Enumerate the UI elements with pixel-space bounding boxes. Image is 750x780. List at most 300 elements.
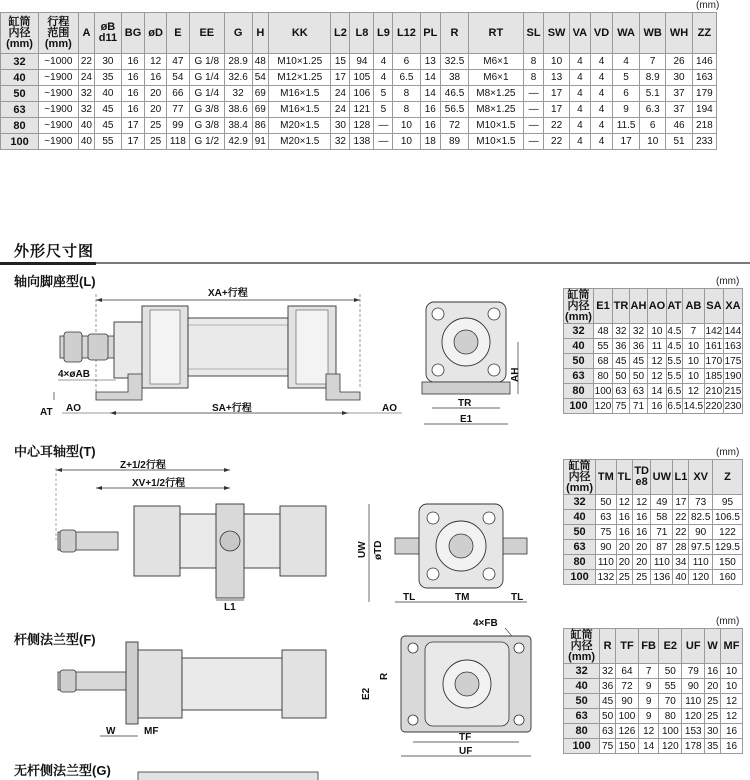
- top-table-cell: 4: [590, 102, 612, 118]
- top-table-cell: 51: [666, 134, 692, 150]
- trunnion-table-cell: 80: [564, 555, 596, 570]
- top-table-cell: 17: [121, 118, 145, 134]
- top-table-cell: 16: [121, 70, 145, 86]
- foot-table-cell: 185: [705, 370, 723, 382]
- flange-table-cell: 7: [638, 664, 658, 679]
- top-table-cell: 69: [252, 86, 269, 102]
- foot-table-cell: 170: [705, 355, 723, 367]
- trunnion-table-cell: 32: [564, 495, 596, 510]
- flange-table-header-cell: R: [600, 629, 616, 664]
- top-table-cell: 38.4: [224, 118, 252, 134]
- top-table-cell: 17: [331, 70, 350, 86]
- trunnion-table-row: [564, 495, 743, 510]
- foot-table-cell: 12: [648, 369, 667, 384]
- flange-table-cell: 10: [721, 679, 743, 694]
- trunnion-table-cell: 16: [616, 525, 633, 540]
- foot-table-row: [564, 354, 743, 369]
- top-table-cell: 163: [692, 70, 716, 86]
- top-table-cell: M8×1.25: [468, 86, 523, 102]
- foot-table-cell: 75: [613, 399, 630, 414]
- top-table-cell: ~1900: [39, 102, 79, 118]
- top-table-cell: 94: [350, 54, 374, 70]
- top-table-cell: 100: [1, 134, 39, 150]
- foot-table-header-cell: AH: [629, 289, 647, 324]
- top-table-cell: 17: [613, 134, 640, 150]
- top-table-cell: 16: [420, 102, 441, 118]
- top-table-cell: 46: [666, 118, 692, 134]
- label-tl-left: TL: [403, 592, 416, 603]
- top-table-cell: 24: [78, 70, 95, 86]
- flange-table-cell: 80: [564, 724, 600, 739]
- top-table-row: [1, 102, 717, 118]
- top-table-cell: M10×1.5: [468, 118, 523, 134]
- top-table-header-cell: RT: [468, 13, 523, 54]
- trunnion-table-cell: 100: [564, 570, 596, 585]
- top-table-cell: 4: [569, 134, 590, 150]
- rod-flange-end-drawing: [355, 614, 555, 762]
- trunnion-table-cell: 120: [689, 570, 713, 585]
- top-table-cell: 55: [95, 134, 121, 150]
- top-table-header-cell: ZZ: [692, 13, 716, 54]
- trunnion-table-cell: 50: [596, 495, 616, 510]
- top-table-cell: 22: [544, 118, 570, 134]
- top-table-header-cell: EE: [189, 13, 224, 54]
- trunnion-title: 中心耳轴型(T): [14, 444, 96, 459]
- top-table-cell: 20: [145, 102, 166, 118]
- foot-table-cell: 14: [648, 384, 667, 399]
- flange-table-header-cell: UF: [682, 629, 705, 664]
- top-table-cell: 4: [590, 54, 612, 70]
- top-table-cell: 26: [666, 54, 692, 70]
- top-table-cell: 30: [666, 70, 692, 86]
- flange-table-cell: 100: [615, 709, 638, 724]
- top-table-cell: 42.9: [224, 134, 252, 150]
- trunnion-table-cell: 82.5: [689, 510, 713, 525]
- flange-table-cell: 32: [600, 664, 616, 679]
- top-table-cell: 24: [331, 102, 350, 118]
- label-w: W: [106, 726, 116, 737]
- top-table-cell: 7: [640, 54, 666, 70]
- trunnion-table-cell: 95: [712, 495, 742, 510]
- foot-table-row: [564, 369, 743, 384]
- top-table-cell: ~1900: [39, 134, 79, 150]
- top-table-cell: 4: [569, 86, 590, 102]
- trunnion-table-cell: 160: [712, 570, 742, 585]
- top-table-cell: M8×1.25: [468, 102, 523, 118]
- top-table-cell: 4: [374, 54, 393, 70]
- flange-table-cell: 14: [638, 739, 658, 754]
- top-table-row: [1, 118, 717, 134]
- trunnion-table-cell: 90: [689, 525, 713, 540]
- flange-table-row: [564, 709, 743, 724]
- trunnion-table-cell: 12: [633, 495, 651, 510]
- trunnion-table-cell: 16: [633, 510, 651, 525]
- top-table-cell: 89: [441, 134, 469, 150]
- foot-table-cell: 142: [705, 325, 723, 337]
- top-table-header-cell: L8: [350, 13, 374, 54]
- top-table-row: [1, 70, 717, 86]
- top-table-cell: 63: [1, 102, 39, 118]
- trunnion-table-cell: 16: [616, 510, 633, 525]
- trunnion-table-header-cell: TM: [596, 460, 616, 495]
- foot-table-cell: 10: [682, 339, 704, 354]
- label-l1: L1: [224, 602, 236, 613]
- top-table-cell: 8: [523, 54, 544, 70]
- top-table-header-cell: WH: [666, 13, 692, 54]
- top-table-cell: 32: [1, 54, 39, 70]
- top-table-cell: 9: [613, 102, 640, 118]
- top-table-header-cell: SW: [544, 13, 570, 54]
- top-table-cell: 4: [569, 54, 590, 70]
- top-table-cell: M10×1.25: [269, 54, 331, 70]
- label-e2: E2: [361, 687, 372, 700]
- top-unit-label: (mm): [696, 0, 720, 11]
- top-table-header-cell: H: [252, 13, 269, 54]
- foot-table-cell: 14.5: [683, 400, 704, 412]
- top-table-cell: 106: [350, 86, 374, 102]
- flange-table-cell: 16: [721, 739, 743, 754]
- foot-table-header-cell: 缸筒 内径 (mm): [565, 288, 592, 323]
- trunnion-table-cell: 136: [651, 570, 673, 585]
- flange-table-cell: 45: [600, 694, 616, 709]
- trunnion-table-cell: 25: [633, 570, 651, 585]
- top-table-cell: 12: [145, 54, 166, 70]
- flange-table-cell: 110: [682, 694, 705, 709]
- top-table-cell: 118: [166, 134, 189, 150]
- top-table-cell: 16: [121, 86, 145, 102]
- flange-table-cell: 90: [615, 694, 638, 709]
- top-table-cell: —: [523, 86, 544, 102]
- top-table-cell: M16×1.5: [269, 102, 331, 118]
- top-table-cell: M10×1.5: [468, 134, 523, 150]
- top-table-cell: 4: [374, 70, 393, 86]
- top-table-cell: 10: [544, 54, 570, 70]
- top-table-cell: 20: [145, 86, 166, 102]
- top-table-cell: 45: [95, 102, 121, 118]
- label-uw: UW: [357, 541, 368, 558]
- flange-table-header-cell: MF: [721, 629, 743, 664]
- top-table-cell: 37: [666, 86, 692, 102]
- flange-table-cell: 150: [615, 739, 638, 754]
- top-table-cell: 45: [95, 118, 121, 134]
- top-table-cell: 6.5: [393, 70, 420, 86]
- top-table-cell: ~1000: [39, 54, 79, 70]
- top-table-cell: 54: [166, 70, 189, 86]
- trunnion-table-cell: 110: [651, 555, 673, 570]
- label-fb: 4×FB: [473, 618, 498, 629]
- top-table-cell: 16: [121, 54, 145, 70]
- top-table-header-cell: 缸筒 内径 (mm): [1, 13, 39, 54]
- rod-flange-title: 杆侧法兰型(F): [14, 632, 96, 647]
- trunnion-table-cell: 16: [633, 525, 651, 540]
- trunnion-table-cell: 97.5: [689, 540, 713, 555]
- foot-mount-title: 轴向脚座型(L): [14, 274, 96, 289]
- foot-table-cell: 10: [682, 354, 704, 369]
- foot-table-header-cell: AO: [648, 289, 667, 324]
- trunnion-table-header-cell: UW: [651, 460, 673, 495]
- top-spec-table: [0, 12, 717, 150]
- flange-table-cell: 100: [659, 724, 682, 739]
- top-table-cell: —: [523, 102, 544, 118]
- foot-table-cell: 190: [724, 370, 742, 382]
- top-table-header-cell: øB d11: [95, 13, 121, 54]
- flange-table-row: [564, 739, 743, 754]
- top-table-cell: 77: [166, 102, 189, 118]
- top-table-cell: —: [374, 134, 393, 150]
- trunnion-table-cell: 106.5: [712, 510, 742, 525]
- top-table-cell: 30: [331, 118, 350, 134]
- top-table-cell: 47: [166, 54, 189, 70]
- top-table-cell: G 1/8: [189, 54, 224, 70]
- top-table-header-cell: BG: [121, 13, 145, 54]
- foot-table-cell: 4.5: [667, 340, 682, 352]
- label-e1: E1: [460, 414, 473, 425]
- trunnion-table-header-cell: XV: [689, 460, 713, 495]
- flange-table-cell: 12: [721, 709, 743, 724]
- foot-table-row: [564, 339, 743, 354]
- trunnion-table-row: [564, 510, 743, 525]
- flange-table-cell: 10: [721, 664, 743, 679]
- top-table-cell: 17: [544, 102, 570, 118]
- top-table-cell: G 1/2: [189, 134, 224, 150]
- foot-table-cell: 12: [682, 384, 704, 399]
- top-table-cell: 72: [441, 118, 469, 134]
- foot-table-cell: 175: [724, 355, 742, 367]
- flange-table-cell: 126: [615, 724, 638, 739]
- top-table-cell: 14: [420, 86, 441, 102]
- trunnion-table-cell: 75: [596, 525, 616, 540]
- top-table-cell: 138: [350, 134, 374, 150]
- foot-table-cell: 32: [564, 324, 594, 339]
- flange-table-cell: 16: [721, 724, 743, 739]
- trunnion-table-header-cell: L1: [673, 460, 689, 495]
- top-table-cell: 14: [420, 70, 441, 86]
- top-table-header-cell: WB: [640, 13, 666, 54]
- head-flange-side-drawing-partial: [130, 768, 330, 780]
- flange-table-cell: 178: [682, 739, 705, 754]
- rod-flange-side-drawing: [40, 632, 340, 750]
- top-table-cell: 40: [78, 118, 95, 134]
- top-table-cell: 54: [252, 70, 269, 86]
- label-tl-right: TL: [511, 592, 524, 603]
- trunnion-table-row: [564, 570, 743, 585]
- top-table-cell: 10: [640, 134, 666, 150]
- trunnion-spec-table: [563, 459, 743, 585]
- trunnion-table-row: [564, 525, 743, 540]
- trunnion-table-cell: 40: [673, 570, 689, 585]
- top-table-cell: 91: [252, 134, 269, 150]
- top-table-cell: 4: [569, 102, 590, 118]
- top-table-cell: 99: [166, 118, 189, 134]
- top-table-cell: G 1/4: [189, 86, 224, 102]
- top-table-cell: M12×1.25: [269, 70, 331, 86]
- trunnion-table-cell: 71: [651, 525, 673, 540]
- foot-table-cell: 68: [594, 354, 613, 369]
- top-table-header-cell: VA: [569, 13, 590, 54]
- foot-table-cell: 63: [629, 384, 647, 399]
- top-table-cell: 8: [393, 102, 420, 118]
- label-xa: XA+行程: [208, 288, 248, 299]
- flange-table-row: [564, 679, 743, 694]
- foot-table-cell: 5.5: [667, 370, 682, 382]
- foot-table-header-cell: TR: [613, 289, 630, 324]
- flange-table-cell: 35: [705, 739, 721, 754]
- top-table-cell: —: [374, 118, 393, 134]
- top-table-header-cell: A: [78, 13, 95, 54]
- trunnion-table-cell: 34: [673, 555, 689, 570]
- top-table-cell: G 1/4: [189, 70, 224, 86]
- top-table-cell: 38.6: [224, 102, 252, 118]
- top-table-header-cell: L2: [331, 13, 350, 54]
- top-table-cell: 86: [252, 118, 269, 134]
- top-table-cell: 146: [692, 54, 716, 70]
- top-table-cell: 46.5: [441, 86, 469, 102]
- foot-table-cell: 63: [613, 384, 630, 399]
- foot-table-cell: 50: [564, 354, 594, 369]
- trunnion-table-header-cell: TD e8: [633, 460, 651, 495]
- top-table-cell: 48: [252, 54, 269, 70]
- flange-table-cell: 9: [638, 709, 658, 724]
- foot-mount-side-drawing: [30, 280, 420, 440]
- top-table-header-cell: PL: [420, 13, 441, 54]
- top-table-cell: 37: [666, 102, 692, 118]
- foot-table-cell: 63: [564, 369, 594, 384]
- foot-table-cell: 163: [724, 340, 742, 352]
- flange-table-cell: 50: [564, 694, 600, 709]
- top-table-header-cell: VD: [590, 13, 612, 54]
- trunnion-table-cell: 49: [651, 495, 673, 510]
- top-table-cell: 5: [374, 102, 393, 118]
- trunnion-table-cell: 50: [564, 525, 596, 540]
- flange-table-cell: 153: [682, 724, 705, 739]
- foot-spec-table: [563, 288, 743, 414]
- trunnion-table-cell: 22: [673, 525, 689, 540]
- label-td: øTD: [373, 540, 384, 560]
- top-table-cell: 56.5: [441, 102, 469, 118]
- section-title: 外形尺寸图: [14, 243, 95, 260]
- top-table-cell: 105: [350, 70, 374, 86]
- label-z: Z+1/2行程: [120, 460, 166, 471]
- top-table-cell: 179: [692, 86, 716, 102]
- flange-table-cell: 25: [705, 694, 721, 709]
- section-underline-accent: [0, 262, 96, 265]
- top-table-row: [1, 54, 717, 70]
- top-table-row: [1, 86, 717, 102]
- label-ab: 4×øAB: [58, 369, 90, 380]
- top-table-cell: 25: [145, 134, 166, 150]
- top-table-cell: 24: [331, 86, 350, 102]
- flange-table-cell: 20: [705, 679, 721, 694]
- top-table-cell: 15: [331, 54, 350, 70]
- flange-table-row: [564, 724, 743, 739]
- top-table-header-cell: R: [441, 13, 469, 54]
- top-table-header-cell: 行程 范围 (mm): [39, 13, 79, 54]
- foot-table-cell: 12: [648, 354, 667, 369]
- top-table-header-cell: KK: [269, 13, 331, 54]
- label-mf: MF: [144, 726, 159, 737]
- trunnion-table-cell: 63: [596, 510, 616, 525]
- foot-table-row: [564, 399, 743, 414]
- foot-table-cell: 10: [648, 324, 667, 339]
- trunnion-table-cell: 22: [673, 510, 689, 525]
- trunnion-table-cell: 20: [633, 555, 651, 570]
- foot-table-cell: 45: [629, 354, 647, 369]
- foot-table-header-cell: SA: [704, 289, 723, 324]
- flange-table-cell: 50: [600, 709, 616, 724]
- foot-table-cell: 32: [613, 324, 630, 339]
- foot-table-header-cell: XA: [723, 289, 742, 324]
- head-flange-title: 无杆侧法兰型(G): [14, 763, 111, 778]
- top-table-cell: M16×1.5: [269, 86, 331, 102]
- foot-table-cell: 100: [564, 399, 594, 414]
- top-table-cell: 6: [640, 118, 666, 134]
- foot-table-cell: 7: [682, 324, 704, 339]
- top-table-cell: 4: [569, 118, 590, 134]
- flange-table-cell: 25: [705, 709, 721, 724]
- top-table-row: [1, 134, 717, 150]
- trunnion-table-cell: 110: [689, 555, 713, 570]
- trunnion-table-row: [564, 540, 743, 555]
- flange-table-header-cell: FB: [638, 629, 658, 664]
- label-ao-left: AO: [66, 403, 81, 414]
- top-table-cell: 32: [331, 134, 350, 150]
- trunnion-table-cell: 58: [651, 510, 673, 525]
- foot-table-cell: 5.5: [667, 355, 682, 367]
- top-table-cell: 218: [692, 118, 716, 134]
- foot-table-cell: 71: [629, 399, 647, 414]
- top-table-cell: 10: [393, 118, 420, 134]
- top-table-cell: 4: [613, 54, 640, 70]
- flange-table-cell: 72: [615, 679, 638, 694]
- flange-table-cell: 55: [659, 679, 682, 694]
- foot-table-row: [564, 324, 743, 339]
- label-tf: TF: [459, 732, 472, 743]
- foot-table-cell: 50: [613, 369, 630, 384]
- foot-table-cell: 120: [594, 400, 612, 412]
- trunnion-table-cell: 132: [597, 571, 615, 583]
- top-table-cell: 22: [544, 134, 570, 150]
- top-table-cell: 233: [692, 134, 716, 150]
- foot-mount-end-drawing: [418, 298, 538, 438]
- label-xv: XV+1/2行程: [132, 478, 186, 489]
- top-table-cell: 40: [1, 70, 39, 86]
- flange-table-cell: 63: [600, 724, 616, 739]
- flange-table-cell: 9: [638, 694, 658, 709]
- trunnion-table-header-cell: 缸筒 内径 (mm): [564, 460, 596, 495]
- top-table-cell: M20×1.5: [269, 134, 331, 150]
- trunnion-side-drawing: [40, 458, 340, 616]
- foot-table-cell: 55: [594, 339, 613, 354]
- flange-table-header-cell: 缸筒 内径 (mm): [564, 629, 600, 664]
- foot-table-cell: 36: [629, 339, 647, 354]
- trunnion-end-drawing: [355, 498, 555, 618]
- flange-table-cell: 12: [721, 694, 743, 709]
- top-table-cell: 80: [1, 118, 39, 134]
- trunnion-table-cell: 12: [616, 495, 633, 510]
- top-table-cell: 6: [613, 86, 640, 102]
- foot-table-cell: 144: [724, 325, 742, 337]
- top-table-header-cell: WA: [613, 13, 640, 54]
- top-table-cell: 4: [590, 118, 612, 134]
- flange-table-cell: 75: [600, 739, 616, 754]
- top-table-cell: 5: [374, 86, 393, 102]
- top-table-cell: 11.5: [613, 118, 640, 134]
- top-table-cell: 4: [569, 70, 590, 86]
- trunnion-table-cell: 17: [673, 495, 689, 510]
- top-table-cell: 4: [590, 70, 612, 86]
- top-table-cell: 28.9: [224, 54, 252, 70]
- trunnion-table-cell: 25: [616, 570, 633, 585]
